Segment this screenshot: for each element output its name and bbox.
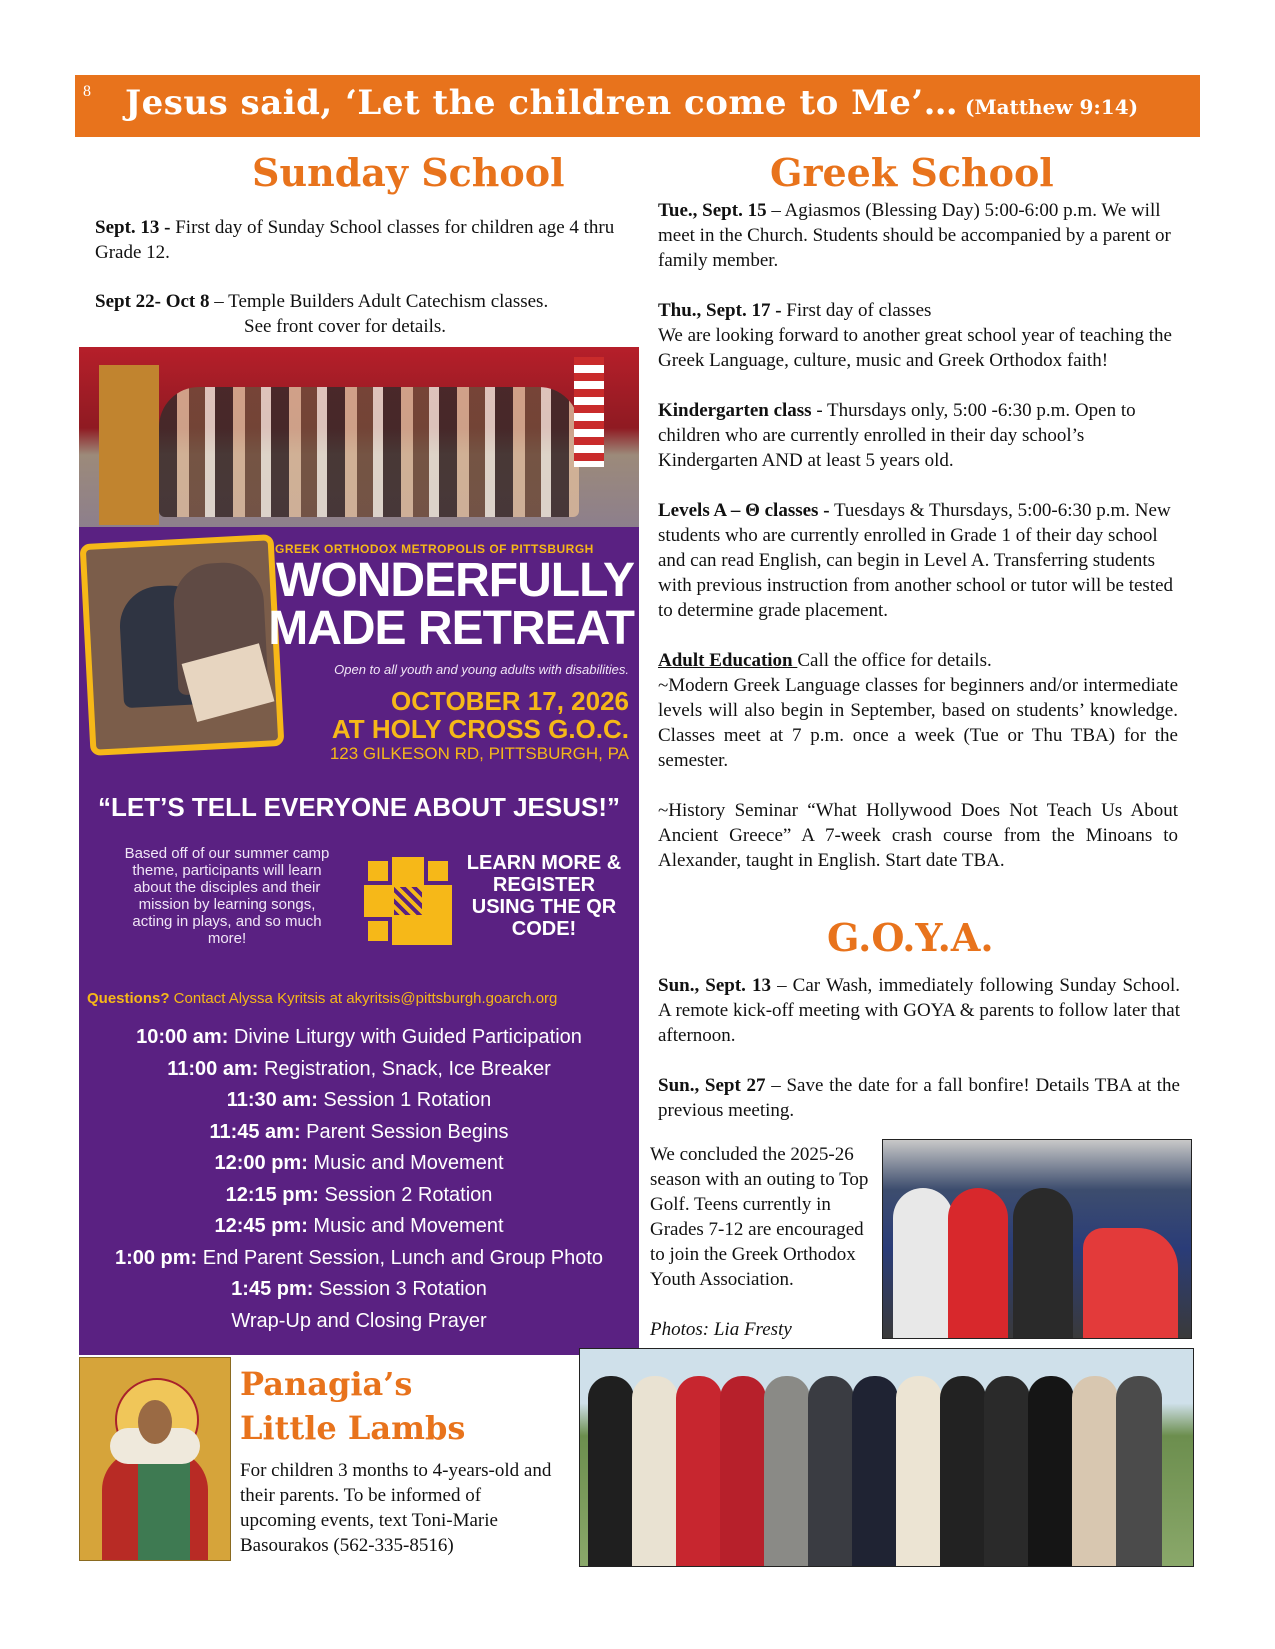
schedule-activity: Wrap-Up and Closing Prayer xyxy=(231,1309,487,1332)
little-lambs-heading-line1: Panagia’s xyxy=(240,1365,413,1403)
text: Tuesdays & Thursdays, 5:00-6:30 p.m. New students who are currently enrolled in Grade 1 of their day school and can read English, can begin in Level A. Transferring students with previous instruction from another school or tutor will be tested to determine grade placement. xyxy=(658,500,1174,621)
schedule-activity: Divine Liturgy with Guided Participation xyxy=(228,1026,582,1048)
schedule-time: 12:15 pm: xyxy=(225,1183,319,1206)
person-shape xyxy=(948,1188,1008,1338)
good-shepherd-icon xyxy=(79,1357,231,1561)
schedule-time: 12:45 pm: xyxy=(214,1215,308,1237)
flyer-description: Based off of our summer camp theme, participants will learn about the disciples and their mission by learning songs, acting in plays, and so much more! xyxy=(124,845,330,947)
flyer-date-line1: OCTOBER 17, 2026 xyxy=(391,686,629,716)
flyer-schedule xyxy=(79,1022,639,1337)
greek-school-p3 xyxy=(658,398,1178,473)
banner-title: Jesus said, ‘Let the children come to Me’… xyxy=(125,83,959,123)
flag-icon xyxy=(574,357,604,467)
text: First day of classes xyxy=(781,300,932,321)
flyer-quote: “LET’S TELL EVERYONE ABOUT JESUS!” xyxy=(98,792,620,822)
sunday-school-heading: Sunday School xyxy=(252,150,565,195)
sunday-school-item-1-date: Sept. 13 - xyxy=(95,217,171,238)
qr-corner xyxy=(364,917,392,945)
person-shape xyxy=(1072,1376,1118,1566)
greek-school-p2 xyxy=(658,298,1178,323)
person-shape xyxy=(588,1376,634,1566)
schedule-row xyxy=(79,1117,639,1149)
sunday-school-item-1-text: First day of Sunday School classes for children age 4 thru Grade 12. xyxy=(95,217,615,263)
group-photo xyxy=(79,347,639,527)
schedule-time: 11:00 am: xyxy=(167,1057,259,1080)
person-shape xyxy=(852,1376,898,1566)
person-shape xyxy=(896,1376,942,1566)
goya-p1 xyxy=(658,973,1180,1048)
schedule-row xyxy=(79,1022,639,1054)
sunday-school-item-2-date: Sept 22- Oct 8 xyxy=(95,291,210,312)
schedule-time: 1:00 pm: xyxy=(114,1246,198,1269)
person-shape xyxy=(940,1376,986,1566)
label: Kindergarten class xyxy=(658,400,812,421)
schedule-activity: Session 2 Rotation xyxy=(318,1183,493,1206)
cloak-shape xyxy=(138,1458,190,1561)
schedule-activity: Parent Session Begins xyxy=(300,1120,509,1143)
flyer-title-line1: WONDERFULLY xyxy=(276,554,634,607)
face-shape xyxy=(138,1400,172,1444)
little-lambs-heading xyxy=(240,1362,465,1450)
text: – Agiasmos (Blessing Day) 5:00-6:00 p.m. We will meet in the Church. Students should be accompanied by a parent or family member. xyxy=(658,200,1171,271)
retreat-flyer xyxy=(79,347,639,1355)
greek-school-heading: Greek School xyxy=(770,150,1054,195)
schedule-time: 1:45 pm: xyxy=(231,1278,314,1300)
label: Levels A – Θ classes - xyxy=(658,500,830,521)
group-people-shape xyxy=(159,387,579,517)
sunday-school-item-1 xyxy=(95,215,625,265)
schedule-row xyxy=(79,1306,639,1338)
person-shape xyxy=(893,1188,953,1338)
schedule-row xyxy=(79,1274,639,1306)
schedule-activity: Music and Movement xyxy=(307,1215,504,1237)
goya-heading: G.O.Y.A. xyxy=(827,915,994,960)
schedule-activity: Session 3 Rotation xyxy=(313,1278,487,1300)
flyer-org: GREEK ORTHODOX METROPOLIS OF PITTSBURGH xyxy=(275,542,594,556)
person-shape xyxy=(808,1376,854,1566)
header-banner xyxy=(75,75,1200,137)
schedule-row xyxy=(79,1085,639,1117)
goya-p2 xyxy=(658,1073,1180,1123)
photo-credit: Photos: Lia Fresty xyxy=(650,1319,792,1340)
label: Adult Education xyxy=(658,650,798,671)
schedule-time: 11:30 am: xyxy=(226,1089,318,1111)
label: Thu., Sept. 17 - xyxy=(658,300,782,321)
door-shape xyxy=(99,365,159,525)
greek-school-p5 xyxy=(658,648,1178,673)
schedule-row xyxy=(79,1054,639,1086)
qr-corner xyxy=(424,857,452,885)
sunday-school-item-2-text: – Temple Builders Adult Catechism classes. xyxy=(209,291,549,312)
person-shape xyxy=(764,1376,810,1566)
flyer-subtitle: Open to all youth and young adults with disabilities. xyxy=(334,662,629,677)
greek-school-p5-line2: ~Modern Greek Language classes for beginners and/or intermediate levels will also begin in September, based on students’ knowledge. Classes meet at 7 p.m. once a week (Tue or Thu TBA) for the semester. xyxy=(658,675,1178,771)
flyer-date xyxy=(249,687,629,743)
goya-body xyxy=(658,973,1180,1123)
label: Sun., Sept 27 xyxy=(658,1075,766,1096)
sunday-school-item-2-note: See front cover for details. xyxy=(244,316,447,337)
schedule-time: 11:45 am: xyxy=(209,1120,301,1143)
schedule-row xyxy=(79,1180,639,1212)
person-shape xyxy=(1013,1188,1073,1338)
schedule-time: 10:00 am: xyxy=(136,1026,229,1048)
qr-code-icon[interactable] xyxy=(364,857,452,945)
greek-school-p4 xyxy=(658,498,1178,623)
questions-label: Questions? xyxy=(87,990,170,1007)
top-golf-photo-2 xyxy=(579,1348,1194,1567)
flyer-title-line2: MADE RETREAT xyxy=(268,602,634,655)
flyer-date-line2: AT HOLY CROSS G.O.C. xyxy=(331,714,629,744)
schedule-row xyxy=(79,1211,639,1243)
person-shape xyxy=(984,1376,1030,1566)
top-golf-photo-1 xyxy=(882,1139,1192,1339)
flyer-address: 123 GILKESON RD, PITTSBURGH, PA xyxy=(329,744,629,763)
page-number: 8 xyxy=(83,83,91,100)
person-shape xyxy=(720,1376,766,1566)
text: – Save the date for a fall bonfire! Details TBA at the previous meeting. xyxy=(658,1075,1180,1121)
questions-text: Contact Alyssa Kyritsis at akyritsis@pittsburgh.goarch.org xyxy=(169,990,558,1007)
greek-school-p2-line2: We are looking forward to another great school year of teaching the Greek Language, culture, music and Greek Orthodox faith! xyxy=(658,325,1172,371)
schedule-row xyxy=(79,1148,639,1180)
banner-reference: (Matthew 9:14) xyxy=(965,95,1139,119)
person-shape xyxy=(1116,1376,1162,1566)
schedule-activity: Registration, Snack, Ice Breaker xyxy=(258,1057,551,1080)
qr-corner xyxy=(364,857,392,885)
text: - Thursdays only, 5:00 -6:30 p.m. Open to children who are currently enrolled in their day school’s Kindergarten AND at least 5 years old. xyxy=(658,400,1136,471)
flyer-questions xyxy=(87,990,635,1007)
person-shape xyxy=(1083,1228,1178,1338)
person-shape xyxy=(676,1376,722,1566)
little-lambs-text: For children 3 months to 4-years-old and their parents. To be informed of upcoming events, text Toni-Marie Basourakos (562-335-8516) xyxy=(240,1460,552,1556)
greek-school-p1 xyxy=(658,198,1178,273)
flyer-learn-more: LEARN MORE & REGISTER USING THE QR CODE! xyxy=(466,852,622,940)
person-shape xyxy=(1028,1376,1074,1566)
schedule-activity: Session 1 Rotation xyxy=(317,1089,492,1111)
schedule-activity: Music and Movement xyxy=(307,1152,504,1174)
qr-pattern xyxy=(394,887,422,915)
schedule-activity: End Parent Session, Lunch and Group Photo xyxy=(197,1246,604,1269)
schedule-time: 12:00 pm: xyxy=(214,1152,308,1174)
schedule-row xyxy=(79,1243,639,1275)
flyer-title xyxy=(249,554,634,655)
label: Tue., Sept. 15 xyxy=(658,200,767,221)
goya-caption: We concluded the 2025-26 season with an outing to Top Golf. Teens currently in Grades 7-12 are encouraged to join the Greek Orthodox Youth Association. xyxy=(650,1144,869,1290)
text: – Car Wash, immediately following Sunday School. A remote kick-off meeting with GOYA & parents to follow later that afternoon. xyxy=(658,975,1180,1046)
person-shape xyxy=(632,1376,678,1566)
little-lambs-heading-line2: Little Lambs xyxy=(240,1409,466,1447)
greek-school-p6: ~History Seminar “What Hollywood Does Not Teach Us About Ancient Greece” A 7-week crash course from the Minoans to Alexander, taught in English. Start date TBA. xyxy=(658,800,1178,871)
label: Sun., Sept. 13 xyxy=(658,975,771,996)
text: Call the office for details. xyxy=(797,650,992,671)
greek-school-body xyxy=(658,198,1178,873)
sunday-school-item-2 xyxy=(95,289,635,314)
